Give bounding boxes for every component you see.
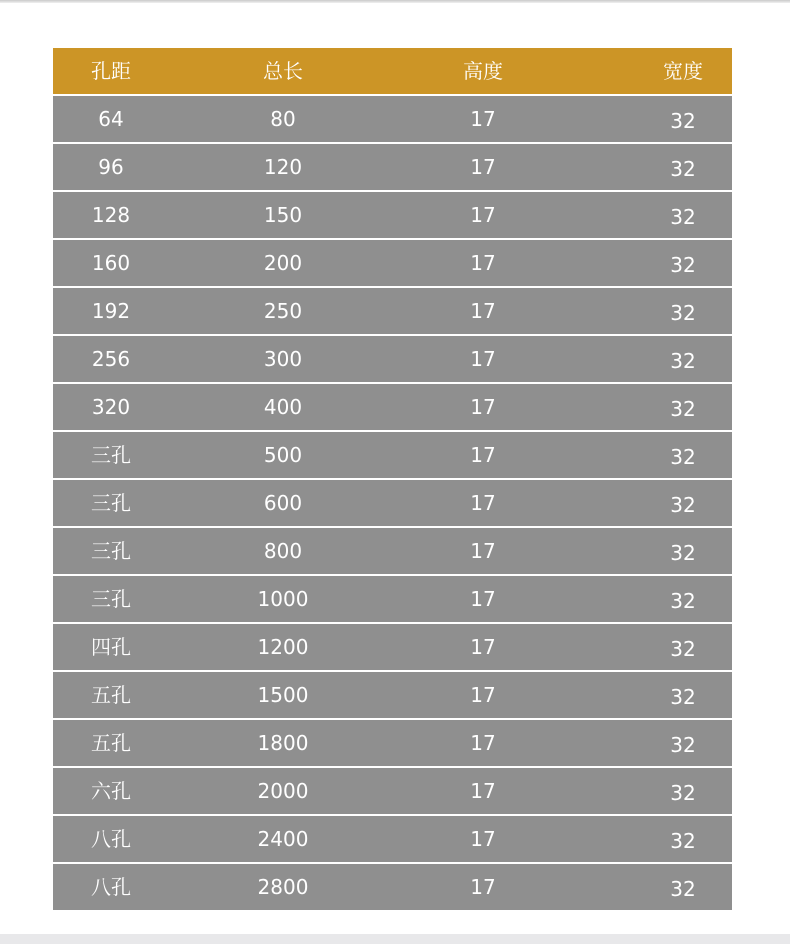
cell-height: 17 xyxy=(470,827,496,851)
cell-hole-spacing: 128 xyxy=(91,203,131,227)
table-row xyxy=(53,574,732,622)
table-row xyxy=(53,766,732,814)
cell-hole-spacing: 五孔 xyxy=(91,683,131,707)
cell-height: 17 xyxy=(470,683,496,707)
table-row xyxy=(53,334,732,382)
table-body xyxy=(53,94,732,910)
cell-height: 17 xyxy=(470,491,496,515)
cell-width: 32 xyxy=(670,541,696,565)
cell-total-length: 1500 xyxy=(257,683,309,707)
header-width: 宽度 xyxy=(663,59,703,83)
cell-hole-spacing: 三孔 xyxy=(91,443,131,467)
header-hole-spacing: 孔距 xyxy=(91,59,131,83)
table-row xyxy=(53,382,732,430)
table-row xyxy=(53,238,732,286)
cell-total-length: 2400 xyxy=(257,827,309,851)
cell-hole-spacing: 64 xyxy=(98,107,124,131)
table-row xyxy=(53,622,732,670)
cell-height: 17 xyxy=(470,779,496,803)
table-row xyxy=(53,286,732,334)
cell-hole-spacing: 320 xyxy=(91,395,131,419)
cell-hole-spacing: 五孔 xyxy=(91,731,131,755)
header-height: 高度 xyxy=(463,59,503,83)
cell-width: 32 xyxy=(670,109,696,133)
cell-total-length: 120 xyxy=(263,155,303,179)
top-edge-divider xyxy=(0,0,790,3)
cell-total-length: 2000 xyxy=(257,779,309,803)
table-row xyxy=(53,814,732,862)
cell-hole-spacing: 八孔 xyxy=(91,827,131,851)
cell-total-length: 80 xyxy=(270,107,296,131)
cell-width: 32 xyxy=(670,397,696,421)
table-header-row xyxy=(53,48,732,94)
table-row xyxy=(53,526,732,574)
cell-hole-spacing: 三孔 xyxy=(91,539,131,563)
cell-total-length: 600 xyxy=(263,491,303,515)
cell-height: 17 xyxy=(470,539,496,563)
cell-total-length: 500 xyxy=(263,443,303,467)
cell-width: 32 xyxy=(670,253,696,277)
cell-width: 32 xyxy=(670,733,696,757)
cell-height: 17 xyxy=(470,251,496,275)
cell-hole-spacing: 三孔 xyxy=(91,587,131,611)
cell-total-length: 400 xyxy=(263,395,303,419)
table-row xyxy=(53,862,732,910)
cell-width: 32 xyxy=(670,637,696,661)
table-row xyxy=(53,190,732,238)
cell-hole-spacing: 160 xyxy=(91,251,131,275)
cell-total-length: 2800 xyxy=(257,875,309,899)
cell-hole-spacing: 96 xyxy=(98,155,124,179)
cell-height: 17 xyxy=(470,587,496,611)
cell-width: 32 xyxy=(670,589,696,613)
cell-hole-spacing: 256 xyxy=(91,347,131,371)
cell-height: 17 xyxy=(470,155,496,179)
cell-total-length: 1800 xyxy=(257,731,309,755)
cell-total-length: 300 xyxy=(263,347,303,371)
cell-height: 17 xyxy=(470,443,496,467)
cell-height: 17 xyxy=(470,395,496,419)
cell-total-length: 1000 xyxy=(257,587,309,611)
cell-total-length: 200 xyxy=(263,251,303,275)
cell-height: 17 xyxy=(470,347,496,371)
header-total-length: 总长 xyxy=(263,59,303,83)
cell-height: 17 xyxy=(470,731,496,755)
cell-hole-spacing: 八孔 xyxy=(91,875,131,899)
cell-width: 32 xyxy=(670,349,696,373)
table-row xyxy=(53,142,732,190)
cell-height: 17 xyxy=(470,635,496,659)
cell-total-length: 250 xyxy=(263,299,303,323)
table-row xyxy=(53,94,732,142)
table-row xyxy=(53,718,732,766)
cell-total-length: 1200 xyxy=(257,635,309,659)
cell-width: 32 xyxy=(670,205,696,229)
cell-height: 17 xyxy=(470,299,496,323)
table-row xyxy=(53,670,732,718)
cell-hole-spacing: 192 xyxy=(91,299,131,323)
cell-hole-spacing: 三孔 xyxy=(91,491,131,515)
cell-width: 32 xyxy=(670,493,696,517)
cell-width: 32 xyxy=(670,829,696,853)
cell-height: 17 xyxy=(470,107,496,131)
spec-table xyxy=(53,48,732,910)
cell-height: 17 xyxy=(470,203,496,227)
cell-height: 17 xyxy=(470,875,496,899)
cell-width: 32 xyxy=(670,781,696,805)
cell-width: 32 xyxy=(670,157,696,181)
cell-width: 32 xyxy=(670,685,696,709)
table-row xyxy=(53,478,732,526)
cell-width: 32 xyxy=(670,445,696,469)
cell-total-length: 800 xyxy=(263,539,303,563)
cell-total-length: 150 xyxy=(263,203,303,227)
cell-hole-spacing: 六孔 xyxy=(91,779,131,803)
cell-width: 32 xyxy=(670,877,696,901)
table-row xyxy=(53,430,732,478)
bottom-band xyxy=(0,934,790,944)
cell-width: 32 xyxy=(670,301,696,325)
cell-hole-spacing: 四孔 xyxy=(91,635,131,659)
